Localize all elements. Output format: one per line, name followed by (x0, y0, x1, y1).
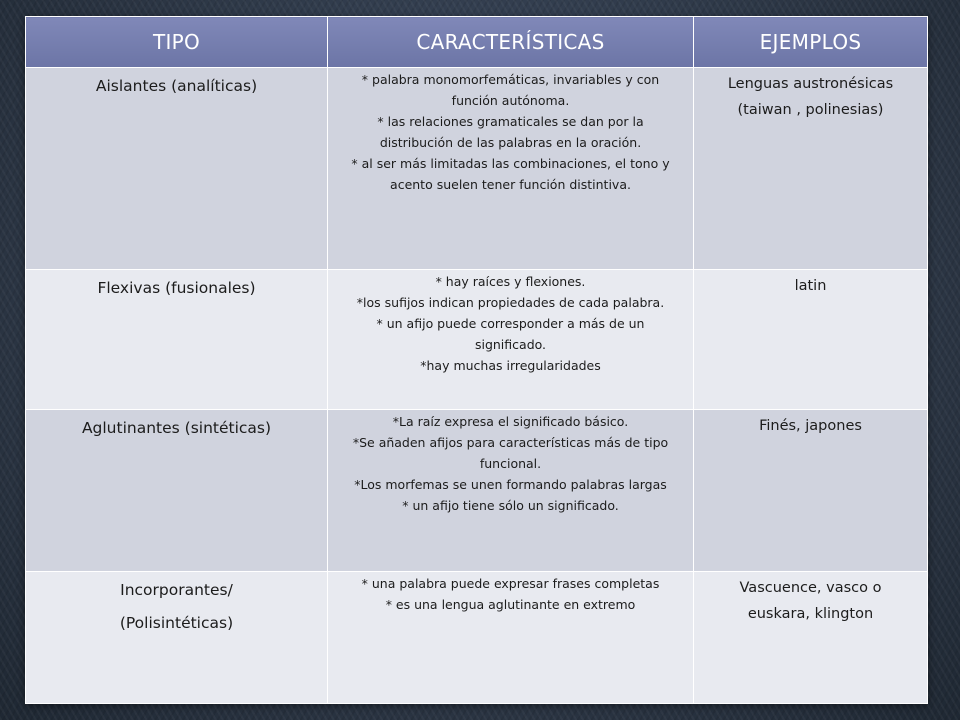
tipo-cell (26, 68, 328, 270)
table-row (26, 68, 928, 270)
tipo-line: Flexivas (fusionales) (97, 279, 256, 297)
caracteristica-line: * hay raíces y flexiones. (435, 274, 586, 289)
caracteristica-line: * palabra monomorfemáticas, invariables y con (361, 72, 660, 87)
typology-table (25, 16, 928, 704)
tipo-line: Aglutinantes (sintéticas) (81, 419, 272, 437)
caracteristica-line: *Los morfemas se unen formando palabras largas (354, 477, 667, 492)
caracteristica-line: distribución de las palabras en la oración. (379, 135, 642, 150)
ejemplo-line: Lenguas austronésicas (727, 76, 894, 92)
ejemplos-cell (694, 572, 928, 704)
tipo-line: (Polisintéticas) (119, 614, 234, 632)
header-tipo: TIPO (26, 17, 328, 68)
ejemplos-cell (694, 410, 928, 572)
caracteristicas-cell (328, 68, 694, 270)
ejemplo-line: Finés, japones (759, 418, 862, 434)
caracteristica-line: * las relaciones gramaticales se dan por la (377, 114, 644, 129)
tipo-line: Incorporantes/ (120, 581, 233, 599)
ejemplos-cell (694, 68, 928, 270)
tipo-line: Aislantes (analíticas) (95, 77, 258, 95)
caracteristica-line: *los sufijos indican propiedades de cada palabra. (356, 295, 665, 310)
table-row (26, 410, 928, 572)
caracteristica-line: significado. (474, 337, 547, 352)
caracteristica-line: acento suelen tener función distintiva. (390, 177, 631, 192)
caracteristica-line: *hay muchas irregularidades (420, 358, 601, 373)
table-row (26, 572, 928, 704)
ejemplo-line: (taiwan , polinesias) (737, 102, 884, 118)
tipo-cell (26, 410, 328, 572)
caracteristica-line: *Se añaden afijos para características más de tipo (352, 435, 669, 450)
caracteristica-line: funcional. (479, 456, 542, 471)
header-caracteristicas: CARACTERÍSTICAS (328, 17, 694, 68)
ejemplos-cell (694, 270, 928, 410)
ejemplo-line: Vascuence, vasco o (739, 580, 882, 596)
caracteristica-line: *La raíz expresa el significado básico. (392, 414, 629, 429)
header-ejemplos: EJEMPLOS (694, 17, 928, 68)
caracteristica-line: * una palabra puede expresar frases completas (361, 576, 660, 591)
caracteristica-line: * un afijo tiene sólo un significado. (402, 498, 619, 513)
caracteristicas-cell (328, 410, 694, 572)
ejemplo-line: euskara, klington (747, 606, 874, 622)
caracteristica-line: * al ser más limitadas las combinaciones, el tono y (351, 156, 670, 171)
caracteristicas-cell (328, 270, 694, 410)
caracteristica-line: función autónoma. (451, 93, 570, 108)
caracteristicas-cell (328, 572, 694, 704)
caracteristica-line: * un afijo puede corresponder a más de un (376, 316, 645, 331)
table-row (26, 270, 928, 410)
caracteristica-line: * es una lengua aglutinante en extremo (385, 597, 636, 612)
header-row (26, 17, 928, 68)
tipo-cell (26, 572, 328, 704)
tipo-cell (26, 270, 328, 410)
ejemplo-line: latin (794, 278, 827, 294)
